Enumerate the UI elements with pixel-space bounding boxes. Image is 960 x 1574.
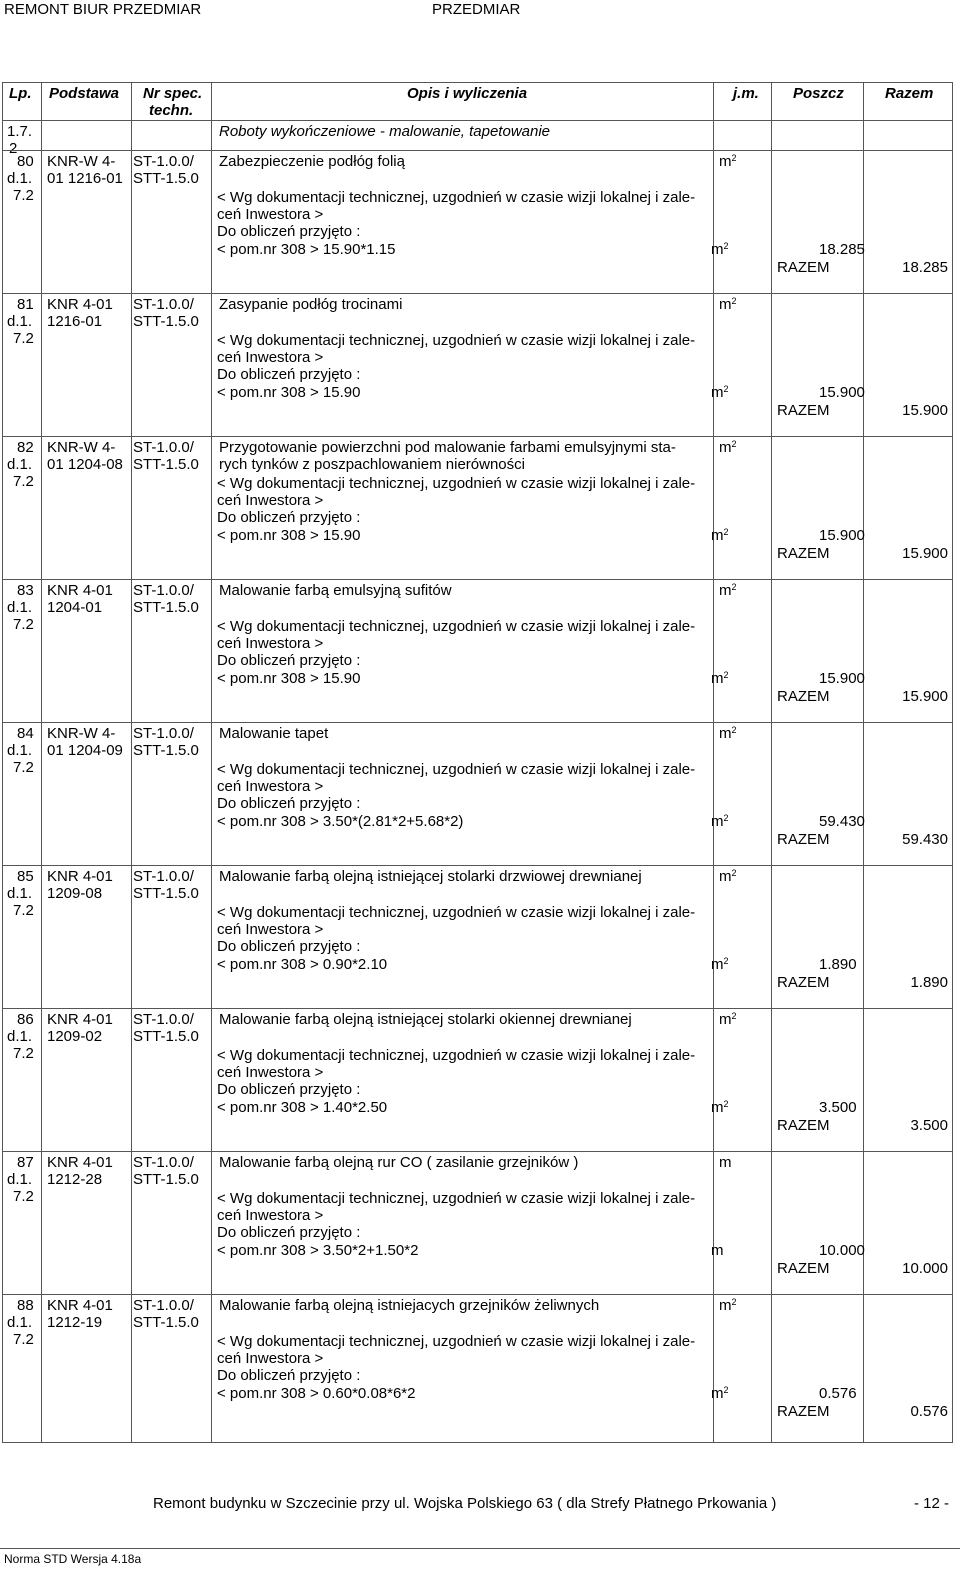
spec-code-2: STT-1.5.0 xyxy=(133,1314,199,1331)
estimate-table xyxy=(2,82,953,1443)
subtotal: 3.500 xyxy=(819,1099,857,1116)
basis-code-2: 1209-02 xyxy=(47,1028,103,1045)
subtotal: 0.576 xyxy=(819,1385,857,1402)
spec-code: ST-1.0.0/ xyxy=(133,153,194,170)
item-ref-2: 7.2 xyxy=(13,1045,34,1062)
total-label: RAZEM xyxy=(777,1260,830,1277)
basis-code-2: 1216-01 xyxy=(47,313,103,330)
unit: $m^2$ xyxy=(719,296,737,313)
col-header-opis: Opis i wyliczenia xyxy=(407,85,528,102)
col-header-nrspec: Nr spec. xyxy=(143,85,203,102)
item-number: 82 xyxy=(17,439,34,456)
calc-label: Do obliczeń przyjęto : xyxy=(217,366,361,383)
row-divider xyxy=(3,579,952,580)
col-divider xyxy=(211,83,212,1442)
total-value: 15.900 xyxy=(902,688,948,705)
col-divider xyxy=(863,83,864,1442)
spec-code-2: STT-1.5.0 xyxy=(133,456,199,473)
item-number: 88 xyxy=(17,1297,34,1314)
total-label: RAZEM xyxy=(777,1117,830,1134)
unit: $m^2$ xyxy=(711,1385,729,1402)
row-divider xyxy=(3,1008,952,1009)
basis-code: KNR-W 4- xyxy=(47,439,116,456)
calc-label: Do obliczeń przyjęto : xyxy=(217,652,361,669)
note-line-2: ceń Inwestora > xyxy=(217,921,324,938)
calc-label: Do obliczeń przyjęto : xyxy=(217,1367,361,1384)
total-value: 0.576 xyxy=(910,1403,948,1420)
item-ref: d.1. xyxy=(7,742,33,759)
basis-code: KNR 4-01 xyxy=(47,1297,113,1314)
spec-code: ST-1.0.0/ xyxy=(133,296,194,313)
calc-label: Do obliczeń przyjęto : xyxy=(217,938,361,955)
note-line-2: ceń Inwestora > xyxy=(217,349,324,366)
col-divider xyxy=(131,83,132,1442)
col-header-podstawa: Podstawa xyxy=(49,85,120,102)
unit: $m^2$ xyxy=(711,241,729,258)
basis-code: KNR 4-01 xyxy=(47,296,113,313)
spec-code: ST-1.0.0/ xyxy=(133,1154,194,1171)
note-line: < Wg dokumentacji technicznej, uzgodnień w czasie wizji lokalnej i zale- xyxy=(217,1333,696,1350)
unit: $m^2$ xyxy=(719,868,737,885)
item-description: Przygotowanie powierzchni pod malowanie farbami emulsyjnymi sta- xyxy=(219,439,676,456)
calc-label: Do obliczeń przyjęto : xyxy=(217,223,361,240)
total-label: RAZEM xyxy=(777,831,830,848)
item-ref-2: 7.2 xyxy=(13,330,34,347)
calculation: < pom.nr 308 > 15.90 xyxy=(217,670,361,687)
unit: $m^2$ xyxy=(711,1099,729,1116)
spec-code-2: STT-1.5.0 xyxy=(133,1028,199,1045)
spec-code-2: STT-1.5.0 xyxy=(133,313,199,330)
item-ref-2: 7.2 xyxy=(13,902,34,919)
note-line-2: ceń Inwestora > xyxy=(217,206,324,223)
section-lp: 1.7. xyxy=(7,123,33,140)
unit: m xyxy=(711,1242,724,1259)
unit: $m^2$ xyxy=(711,813,729,830)
item-description: Malowanie farbą emulsyjną sufitów xyxy=(219,582,452,599)
basis-code: KNR 4-01 xyxy=(47,582,113,599)
note-line-2: ceń Inwestora > xyxy=(217,1064,324,1081)
note-line: < Wg dokumentacji technicznej, uzgodnień w czasie wizji lokalnej i zale- xyxy=(217,332,696,349)
basis-code-2: 01 1204-08 xyxy=(47,456,123,473)
item-ref-2: 7.2 xyxy=(13,473,34,490)
subtotal: 15.900 xyxy=(819,384,865,401)
basis-code: KNR 4-01 xyxy=(47,1154,113,1171)
calculation: < pom.nr 308 > 15.90 xyxy=(217,527,361,544)
subtotal: 1.890 xyxy=(819,956,857,973)
note-line: < Wg dokumentacji technicznej, uzgodnień w czasie wizji lokalnej i zale- xyxy=(217,904,696,921)
col-divider xyxy=(713,83,714,1442)
software-version: Norma STD Wersja 4.18a xyxy=(4,1552,142,1566)
col-divider xyxy=(771,83,772,1442)
unit: $m^2$ xyxy=(711,670,729,687)
unit: $m^2$ xyxy=(711,384,729,401)
unit: $m^2$ xyxy=(719,1297,737,1314)
section-lp-2: 2 xyxy=(9,140,18,157)
item-description: Malowanie tapet xyxy=(219,725,329,742)
spec-code-2: STT-1.5.0 xyxy=(133,170,199,187)
item-number: 83 xyxy=(17,582,34,599)
item-number: 84 xyxy=(17,725,34,742)
basis-code-2: 1212-28 xyxy=(47,1171,103,1188)
note-line-2: ceń Inwestora > xyxy=(217,492,324,509)
calc-label: Do obliczeń przyjęto : xyxy=(217,1224,361,1241)
total-value: 3.500 xyxy=(910,1117,948,1134)
unit: $m^2$ xyxy=(719,725,737,742)
header-left: REMONT BIUR PRZEDMIAR xyxy=(4,1,202,18)
total-label: RAZEM xyxy=(777,402,830,419)
item-ref-2: 7.2 xyxy=(13,616,34,633)
row-divider xyxy=(3,722,952,723)
item-description: Malowanie farbą olejną rur CO ( zasilanie grzejników ) xyxy=(219,1154,579,1171)
total-value: 15.900 xyxy=(902,402,948,419)
total-value: 18.285 xyxy=(902,259,948,276)
item-ref-2: 7.2 xyxy=(13,759,34,776)
row-divider xyxy=(3,865,952,866)
total-value: 59.430 xyxy=(902,831,948,848)
item-description: Malowanie farbą olejną istniejącej stolarki okiennej drewnianej xyxy=(219,1011,632,1028)
subtotal: 18.285 xyxy=(819,241,865,258)
col-header-lp: Lp. xyxy=(9,85,32,102)
col-header-jm: j.m. xyxy=(733,85,759,102)
total-label: RAZEM xyxy=(777,1403,830,1420)
subtotal: 15.900 xyxy=(819,527,865,544)
item-description: Malowanie farbą olejną istniejącej stolarki drzwiowej drewnianej xyxy=(219,868,642,885)
unit: $m^2$ xyxy=(719,439,737,456)
calculation: < pom.nr 308 > 1.40*2.50 xyxy=(217,1099,388,1116)
spec-code: ST-1.0.0/ xyxy=(133,439,194,456)
item-ref-2: 7.2 xyxy=(13,1188,34,1205)
calculation: < pom.nr 308 > 0.90*2.10 xyxy=(217,956,388,973)
note-line: < Wg dokumentacji technicznej, uzgodnień w czasie wizji lokalnej i zale- xyxy=(217,618,696,635)
row-divider xyxy=(3,1151,952,1152)
item-ref-2: 7.2 xyxy=(13,1331,34,1348)
spec-code-2: STT-1.5.0 xyxy=(133,599,199,616)
calc-label: Do obliczeń przyjęto : xyxy=(217,1081,361,1098)
total-label: RAZEM xyxy=(777,688,830,705)
calculation: < pom.nr 308 > 3.50*2+1.50*2 xyxy=(217,1242,419,1259)
item-description: rych tynków z poszpachlowaniem nierówności xyxy=(219,456,525,473)
header-divider xyxy=(3,120,952,121)
spec-code: ST-1.0.0/ xyxy=(133,1011,194,1028)
calc-label: Do obliczeń przyjęto : xyxy=(217,509,361,526)
item-ref: d.1. xyxy=(7,599,33,616)
item-description: Zabezpieczenie podłóg folią xyxy=(219,153,405,170)
header-center: PRZEDMIAR xyxy=(432,1,521,18)
item-ref: d.1. xyxy=(7,1171,33,1188)
spec-code: ST-1.0.0/ xyxy=(133,868,194,885)
calc-label: Do obliczeń przyjęto : xyxy=(217,795,361,812)
total-label: RAZEM xyxy=(777,259,830,276)
note-line-2: ceń Inwestora > xyxy=(217,1207,324,1224)
spec-code-2: STT-1.5.0 xyxy=(133,1171,199,1188)
note-line: < Wg dokumentacji technicznej, uzgodnień w czasie wizji lokalnej i zale- xyxy=(217,189,696,206)
item-ref-2: 7.2 xyxy=(13,187,34,204)
item-ref: d.1. xyxy=(7,313,33,330)
item-ref: d.1. xyxy=(7,1028,33,1045)
subtotal: 10.000 xyxy=(819,1242,865,1259)
note-line: < Wg dokumentacji technicznej, uzgodnień w czasie wizji lokalnej i zale- xyxy=(217,1047,696,1064)
unit: m xyxy=(719,1154,732,1171)
unit: $m^2$ xyxy=(711,527,729,544)
calculation: < pom.nr 308 > 3.50*(2.81*2+5.68*2) xyxy=(217,813,464,830)
basis-code-2: 1212-19 xyxy=(47,1314,103,1331)
page-number: - 12 - xyxy=(914,1495,950,1512)
item-ref: d.1. xyxy=(7,1314,33,1331)
spec-code-2: STT-1.5.0 xyxy=(133,885,199,902)
col-header-nrspec2: techn. xyxy=(149,102,194,119)
basis-code: KNR 4-01 xyxy=(47,1011,113,1028)
note-line: < Wg dokumentacji technicznej, uzgodnień w czasie wizji lokalnej i zale- xyxy=(217,761,696,778)
col-divider xyxy=(41,83,42,1442)
row-divider xyxy=(3,1294,952,1295)
footer-divider xyxy=(0,1548,960,1549)
unit: $m^2$ xyxy=(719,582,737,599)
item-ref: d.1. xyxy=(7,885,33,902)
spec-code-2: STT-1.5.0 xyxy=(133,742,199,759)
basis-code: KNR-W 4- xyxy=(47,153,116,170)
col-header-razem: Razem xyxy=(885,85,934,102)
calculation: < pom.nr 308 > 15.90 xyxy=(217,384,361,401)
footer-text: Remont budynku w Szczecinie przy ul. Wojska Polskiego 63 ( dla Strefy Płatnego Prkowania ) xyxy=(153,1495,777,1512)
note-line-2: ceń Inwestora > xyxy=(217,778,324,795)
spec-code: ST-1.0.0/ xyxy=(133,582,194,599)
item-ref: d.1. xyxy=(7,456,33,473)
item-description: Zasypanie podłóg trocinami xyxy=(219,296,403,313)
item-number: 86 xyxy=(17,1011,34,1028)
section-title: Roboty wykończeniowe - malowanie, tapetowanie xyxy=(219,123,551,140)
basis-code-2: 1204-01 xyxy=(47,599,103,616)
note-line: < Wg dokumentacji technicznej, uzgodnień w czasie wizji lokalnej i zale- xyxy=(217,1190,696,1207)
basis-code: KNR 4-01 xyxy=(47,868,113,885)
item-number: 87 xyxy=(17,1154,34,1171)
unit: $m^2$ xyxy=(711,956,729,973)
total-label: RAZEM xyxy=(777,974,830,991)
basis-code-2: 01 1204-09 xyxy=(47,742,123,759)
row-divider xyxy=(3,436,952,437)
subtotal: 15.900 xyxy=(819,670,865,687)
total-value: 10.000 xyxy=(902,1260,948,1277)
note-line-2: ceń Inwestora > xyxy=(217,1350,324,1367)
item-description: Malowanie farbą olejną istniejacych grzejników żeliwnych xyxy=(219,1297,600,1314)
basis-code: KNR-W 4- xyxy=(47,725,116,742)
unit: $m^2$ xyxy=(719,1011,737,1028)
col-header-poszcz: Poszcz xyxy=(793,85,844,102)
total-label: RAZEM xyxy=(777,545,830,562)
item-ref: d.1. xyxy=(7,170,33,187)
total-value: 1.890 xyxy=(910,974,948,991)
basis-code-2: 01 1216-01 xyxy=(47,170,123,187)
row-divider xyxy=(3,293,952,294)
spec-code: ST-1.0.0/ xyxy=(133,725,194,742)
spec-code: ST-1.0.0/ xyxy=(133,1297,194,1314)
calculation: < pom.nr 308 > 0.60*0.08*6*2 xyxy=(217,1385,416,1402)
unit: $m^2$ xyxy=(719,153,737,170)
total-value: 15.900 xyxy=(902,545,948,562)
item-number: 80 xyxy=(17,153,34,170)
page-header xyxy=(0,0,960,22)
item-number: 85 xyxy=(17,868,34,885)
subtotal: 59.430 xyxy=(819,813,865,830)
note-line: < Wg dokumentacji technicznej, uzgodnień w czasie wizji lokalnej i zale- xyxy=(217,475,696,492)
calculation: < pom.nr 308 > 15.90*1.15 xyxy=(217,241,396,258)
row-divider xyxy=(3,150,952,151)
item-number: 81 xyxy=(17,296,34,313)
basis-code-2: 1209-08 xyxy=(47,885,103,902)
note-line-2: ceń Inwestora > xyxy=(217,635,324,652)
